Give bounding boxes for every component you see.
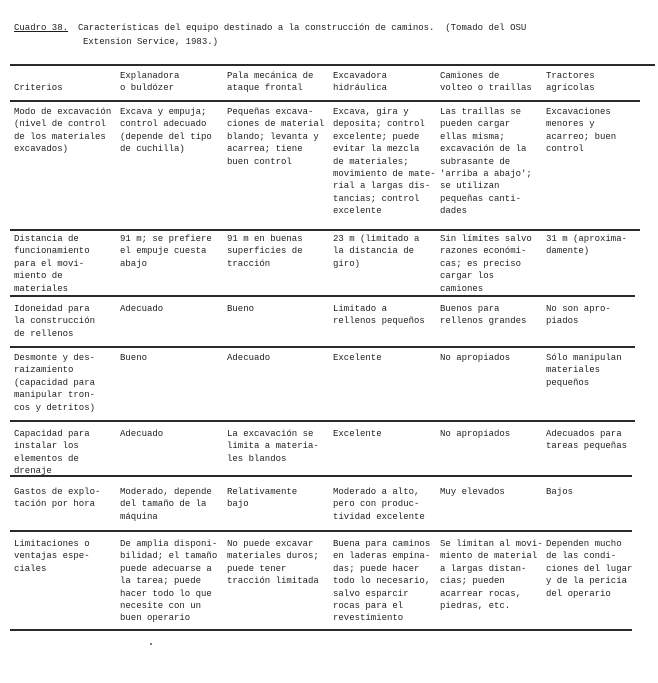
column-header: Pala mecánica de ataque frontal [227,71,314,94]
table-cell: Pequeñas excava- ciones de material blando; levanta y acarrea; tiene buen control [227,107,325,167]
row-divider [10,475,632,477]
table-cell: Excava y empuja; control adecuado (depende del tipo de cuchilla) [120,107,212,155]
table-cell: No apropiados [440,353,511,363]
caption-label: Cuadro 38. [14,23,69,33]
column-header: Camiones de volteo o traillas [440,71,532,94]
row-divider [10,530,632,532]
table-cell: Adecuado [120,304,164,314]
row-criterion: Limitaciones o ventajas espe- ciales [14,539,90,574]
row-divider [10,346,635,348]
table-cell: Excavaciones menores y acarreo; buen control [546,107,617,155]
table-cell: Excelente [333,353,382,363]
table-cell: 31 m (aproxima- damente) [546,234,628,257]
table-cell: Buena para caminos en laderas empina- das; puede hacer todo lo necesario, salvo esparcir rocas para el revestimiento [333,539,431,624]
scan-speck [150,643,152,645]
table-cell: Las traillas se pueden cargar ellas misma; excavación de la subrasante de 'arriba a abajo'; se utilizan pequeñas canti- dades [440,107,532,217]
row-criterion: Capacidad para instalar los elementos de drenaje [14,429,90,477]
row-divider [10,295,635,297]
table-cell: Dependen mucho de las condi- ciones del lugar y de la pericia del operario [546,539,633,599]
table-cell: 91 m en buenas superficies de tracción [227,234,303,269]
table-cell: Bueno [227,304,255,314]
table-bottom-rule [10,629,632,631]
caption-title-line2: Extension Service, 1983.) [83,37,219,47]
table-cell: Muy elevados [440,487,505,497]
table-cell: Excava, gira y deposita; control excelente; puede evitar la mezcla de materiales; movimiento de mate- rial a largas dis- tancias; control excelente [333,107,436,217]
column-header: Criterios [14,83,63,94]
table-cell: Sólo manipulan materiales pequeños [546,353,622,388]
table-cell: Adecuado [120,429,164,439]
table-cell: Adecuados para tareas pequeñas [546,429,628,452]
table-cell: 23 m (limitado a la distancia de giro) [333,234,420,269]
table-cell: Moderado a alto, pero con produc- tividad excelente [333,487,425,522]
table-cell: Adecuado [227,353,271,363]
table-cell: Buenos para rellenos grandes [440,304,527,327]
table-cell: No puede excavar materiales duros; puede tener tracción limitada [227,539,319,587]
table-cell: Excelente [333,429,382,439]
table-cell: Limitado a rellenos pequeños [333,304,425,327]
column-header: Tractores agrícolas [546,71,595,94]
row-criterion: Desmonte y des- raizamiento (capacidad para manipular tron- cos y detritos) [14,353,96,413]
table-cell: No son apro- piados [546,304,611,327]
table-cell: La excavación se limita a materia- les blandos [227,429,319,464]
table-cell: Sin límites salvo razones económi- cas; es preciso cargar los camiones [440,234,532,294]
table-cell: Moderado, depende del tamaño de la máquina [120,487,212,522]
table-cell: Bajos [546,487,574,497]
row-divider [10,420,635,422]
row-divider [10,100,640,102]
table-cell: De amplia disponi- bilidad; el tamaño puede adecuarse a la tarea; puede hacer todo lo que necesite con un buen operario [120,539,218,624]
row-criterion: Distancia de funcionamiento para el movi- miento de materiales [14,234,90,294]
table-cell: 91 m; se prefiere el empuje cuesta abajo [120,234,212,269]
row-criterion: Idoneidad para la construcción de rellenos [14,304,96,339]
row-divider [10,229,640,231]
table-top-rule [10,64,655,66]
table-cell: Bueno [120,353,148,363]
row-criterion: Modo de excavación (nivel de control de los materiales excavados) [14,107,112,155]
table-cell: No apropiados [440,429,511,439]
table-cell: Se limitan al movi- miento de material a largas distan- cias; pueden acarrear rocas, piedras, etc. [440,539,543,612]
column-header: Explanadora o buldózer [120,71,180,94]
table-cell: Relativamente bajo [227,487,298,510]
caption-title-line1: Características del equipo destinado a la construcción de caminos. (Tomado del OSU [78,23,527,33]
row-criterion: Gastos de explo- tación por hora [14,487,101,510]
column-header: Excavadora hidráulica [333,71,388,94]
